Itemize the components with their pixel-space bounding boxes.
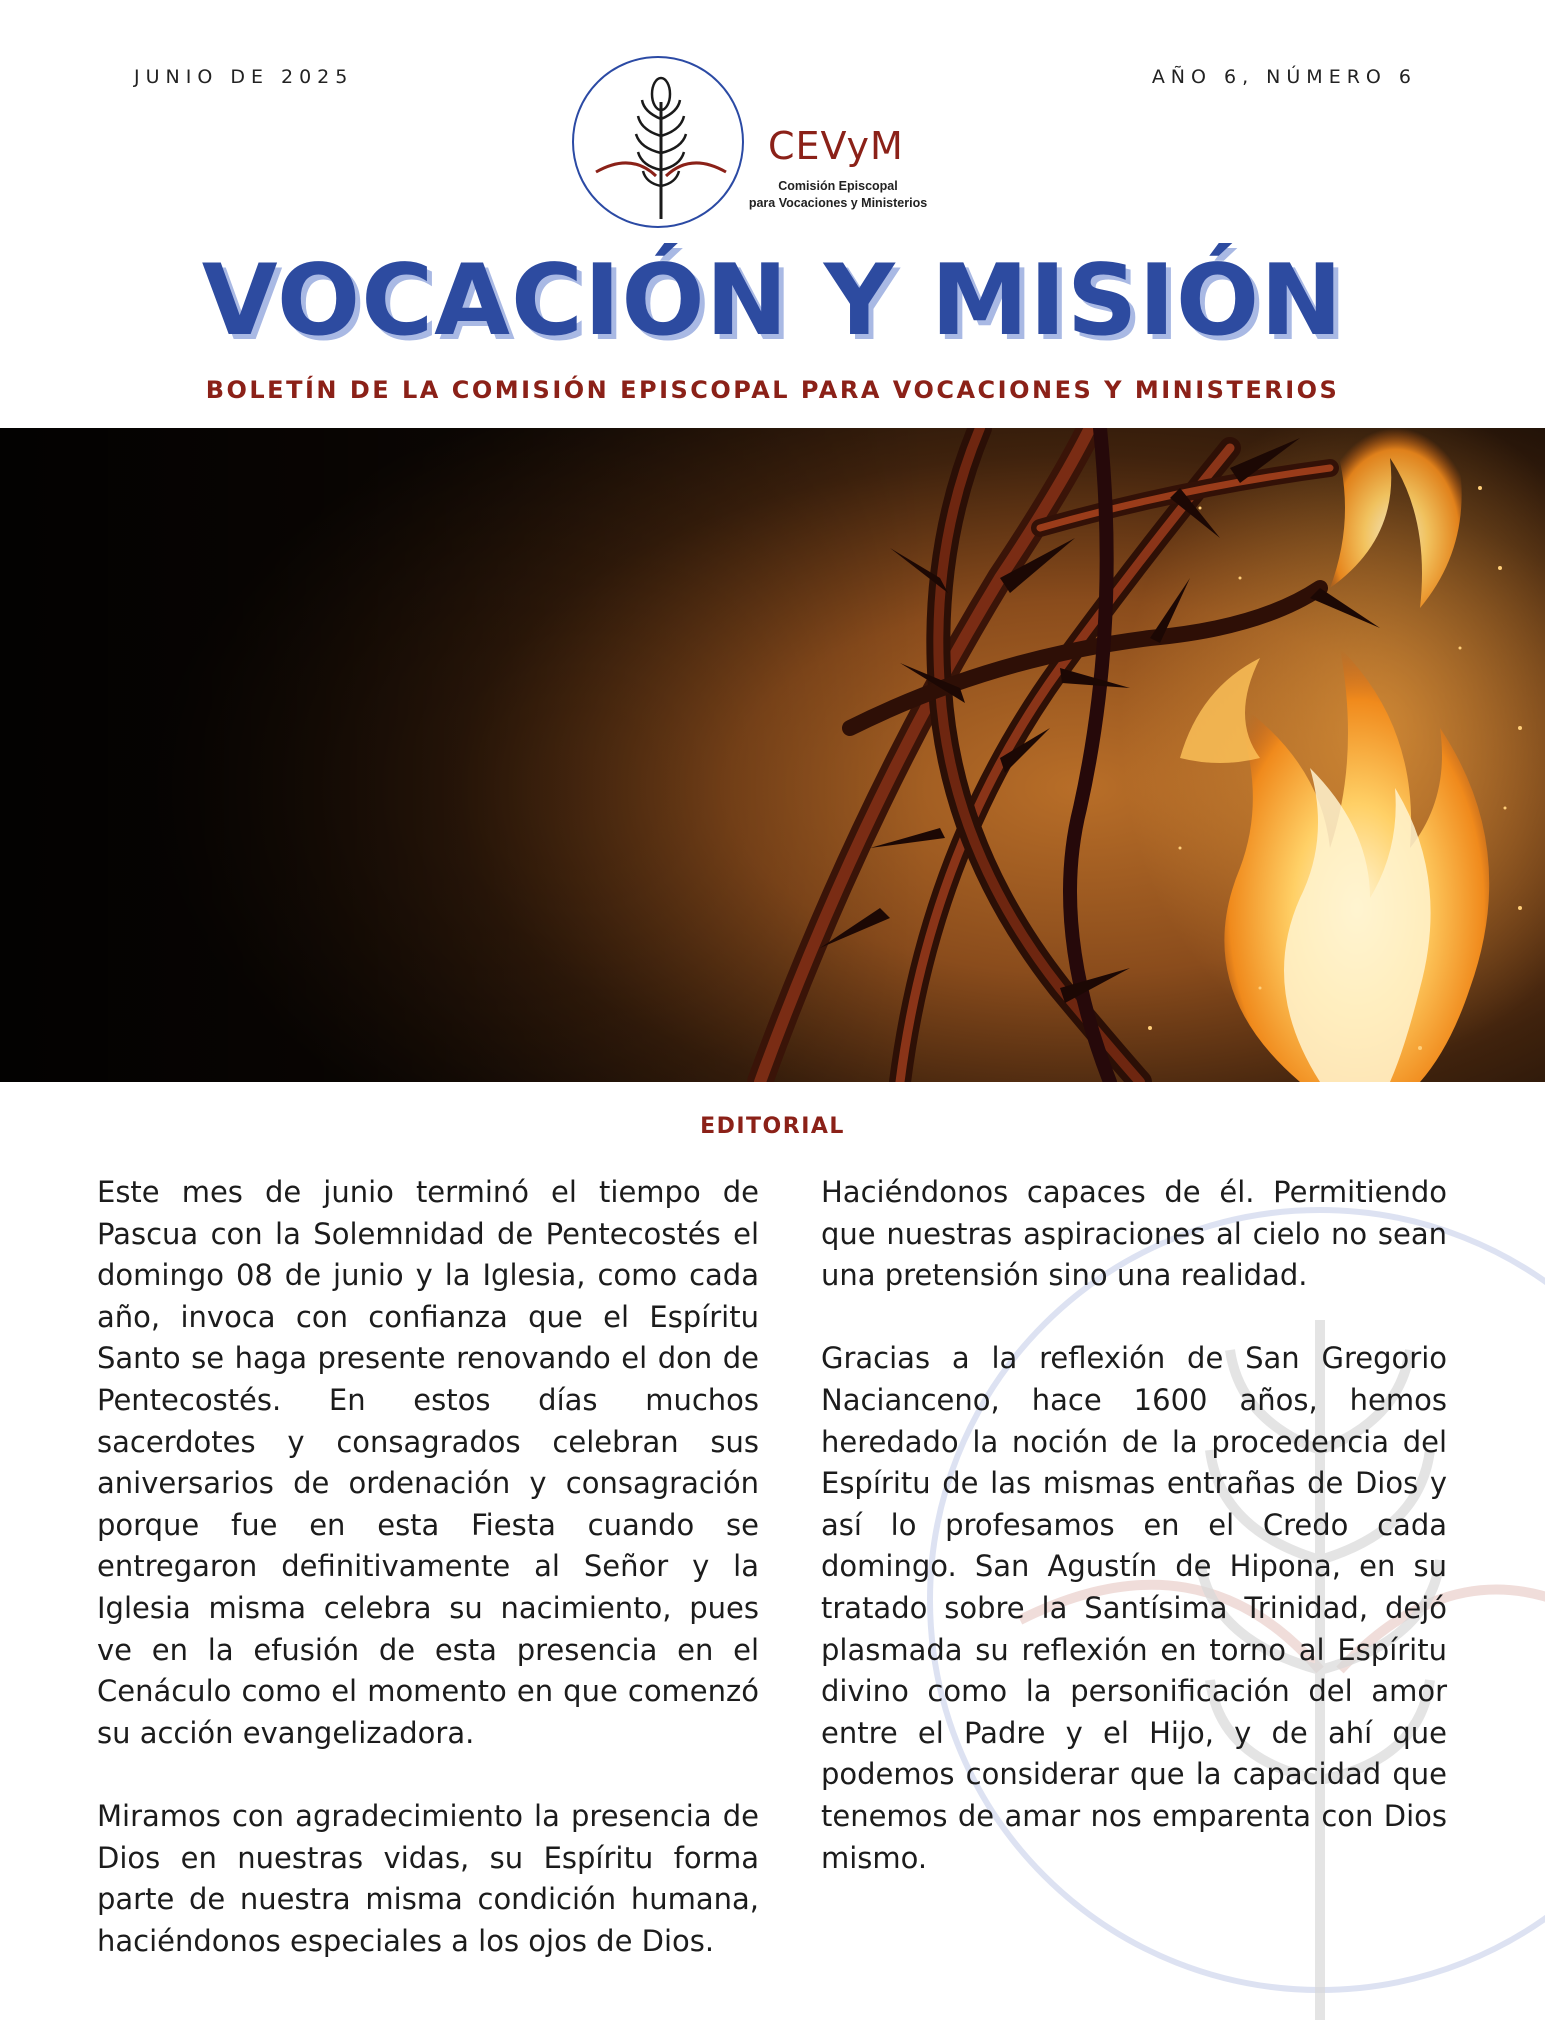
issue-date: JUNIO DE 2025 — [134, 66, 354, 88]
editorial-paragraph: Haciéndonos capaces de él. Permitiendo que nuestras aspiraciones al cielo no sean una pretensión sino una realidad. — [821, 1175, 1447, 1293]
logo-acronym: CEVyM — [768, 124, 904, 168]
newsletter-subtitle: BOLETÍN DE LA COMISIÓN EPISCOPAL PARA VOCACIONES Y MINISTERIOS — [205, 376, 1340, 404]
logo-subtitle — [738, 178, 938, 212]
wheat-flame-icon — [586, 64, 736, 224]
editorial-paragraph: Miramos con agradecimiento la presencia de Dios en nuestras vidas, su Espíritu forma parte de nuestra misma condición humana, haciéndonos especiales a los ojos de Dios. — [97, 1798, 759, 1958]
editorial-column-left — [97, 1172, 759, 2004]
newsletter-title: VOCACIÓN Y MISIÓN — [201, 244, 1344, 358]
logo-line-2: para Vocaciones y Ministerios — [748, 196, 928, 210]
issue-number: AÑO 6, NÚMERO 6 — [1151, 66, 1417, 88]
hero-image — [0, 428, 1545, 1082]
editorial-paragraph: Este mes de junio terminó el tiempo de Pascua con la Solemnidad de Pentecostés el domingo 08 de junio y la Iglesia, como cada año, invoca con confianza que el Espíritu Santo se haga presente renovando el don de Pentecostés. En estos días muchos sacerdotes y consagrados celebran sus aniversarios de ordenación y consagración porque fue en esta Fiesta cuando se entregaron definitivamente al Señor y la Iglesia misma celebra su nacimiento, pues ve en la efusión de esta presencia en el Cenáculo como el momento en que comenzó su acción evangelizadora. — [97, 1175, 759, 1750]
cevym-logo — [572, 56, 952, 236]
editorial-paragraph: Gracias a la reflexión de San Gregorio Nacianceno, hace 1600 años, hemos heredado la noción de la procedencia del Espíritu de las mismas entrañas de Dios y así lo profesamos en el Credo cada domingo. San Agustín de Hipona, en su tratado sobre la Santísima Trinidad, dejó plasmada su reflexión en torno al Espíritu divino como la personificación del amor entre el Padre y el Hijo, y de ahí que podemos considerar que la capacidad que tenemos de amar nos emparenta con Dios mismo. — [821, 1341, 1447, 1875]
editorial-column-right — [821, 1172, 1447, 1921]
crown-of-thorns-flame-illustration — [0, 428, 1545, 1082]
section-label-editorial: EDITORIAL — [700, 1114, 845, 1139]
logo-line-1: Comisión Episcopal — [778, 179, 898, 193]
